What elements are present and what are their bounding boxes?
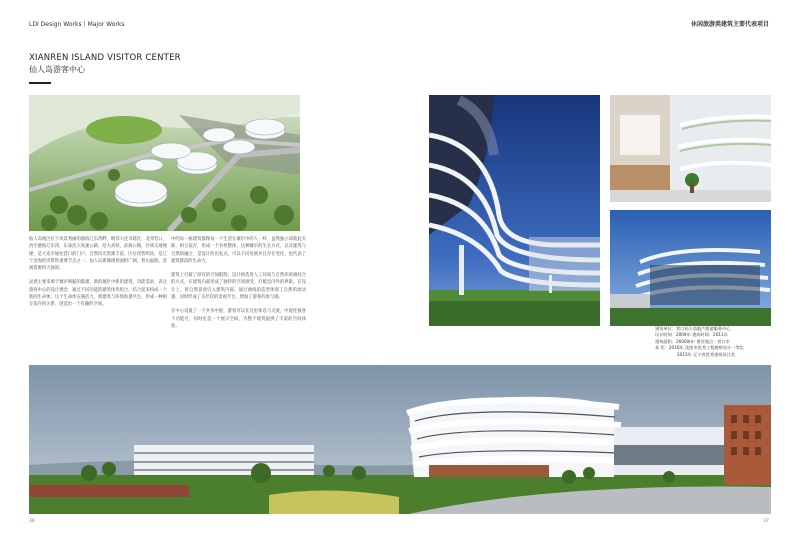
title-rule bbox=[29, 82, 51, 84]
exterior-layered-balconies-photo bbox=[610, 210, 771, 326]
paragraph: 中的每一栋建筑都像每一个生活在城市中的人一样，虽然独立却彼此关联，相互依存，形成一个有机整体。这种城市的生长方式，以及建筑与自然的融合，是设计的出发点。可以不同发展并且存在变化，也代表了建筑群落的生命力。 bbox=[171, 237, 306, 264]
exterior-curved-facade-photo bbox=[429, 95, 600, 326]
project-title-en: XIANREN ISLAND VISITOR CENTER bbox=[29, 53, 181, 63]
paragraph: 仙人岛地区位于风景秀丽的渤海辽东湾畔，毗邻大连市辖区，北邻营口，西至渤海辽东湾，东靠沈大高速公路、哈大高铁、滨海公路，区域交通便捷，是大连市通往营口的门户，自然风光资源丰富，区位优势明显，是辽宁沿海经济带的重要节点之一。仙人岛新城规划面积广阔，背山面海，景观资源得天独厚。 bbox=[29, 237, 167, 272]
caption-line: 2015年 辽宁省优秀建筑设计奖 bbox=[677, 351, 736, 357]
project-title-zh: 仙人岛游客中心 bbox=[29, 65, 85, 74]
running-header-right: 休闲旅游类建筑主要代表项目 bbox=[690, 21, 769, 28]
page-number-right: 37 bbox=[763, 519, 769, 524]
caption-line: 建筑面积：26000m² 建设地点：营口市 bbox=[655, 338, 730, 344]
caption-line: 建筑单位：营口仙人岛地产旅游服务中心 bbox=[655, 326, 731, 331]
paragraph: 灵感主要来源于城市细腻的肌理、新的城区中新的建筑，功能需求，表达游客中心的设计理念，通过不同功能的建筑体块组合，结合起来构成一个新的生命体，这个生命体充满活力，使建筑与环境和谐共生，形成一种相互依存的关系，创造出一个有趣的空间。 bbox=[29, 280, 167, 308]
panoramic-exterior-photo bbox=[29, 365, 771, 514]
page-number-left: 36 bbox=[29, 519, 35, 524]
paragraph: 在中心设置了一个共享中庭，游客可以在这里休息与交流，中庭连接各个功能区，同时也是一个展示空间，为整个建筑提供了丰富的空间体验。 bbox=[171, 309, 306, 329]
caption-line: 获 奖：2016年 沈阳市优秀工程勘察设计一等奖 bbox=[655, 345, 744, 351]
running-header-left: LDI Design Works丨Major Works bbox=[29, 21, 125, 28]
body-text-column-2 bbox=[171, 236, 306, 337]
body-text-column-1 bbox=[29, 236, 167, 316]
paragraph: 建筑上打破了原有的空间限制，设计师选用人工环境与自然环境相结合的方式，在建筑内部形成了独特的空间感受，打破室内外的界限。在设计上，将自然景观引入建筑内部，通过曲线的造型体现了自然的流动感，同时形成了多层次的景观平台，增加了游客的参与感。 bbox=[171, 273, 306, 301]
interior-atrium-photo bbox=[610, 95, 771, 202]
aerial-rendering-image bbox=[29, 95, 300, 231]
caption-line: 设计时间：2009年 建成时间：2011年 bbox=[655, 332, 728, 338]
project-info-caption bbox=[655, 326, 775, 358]
